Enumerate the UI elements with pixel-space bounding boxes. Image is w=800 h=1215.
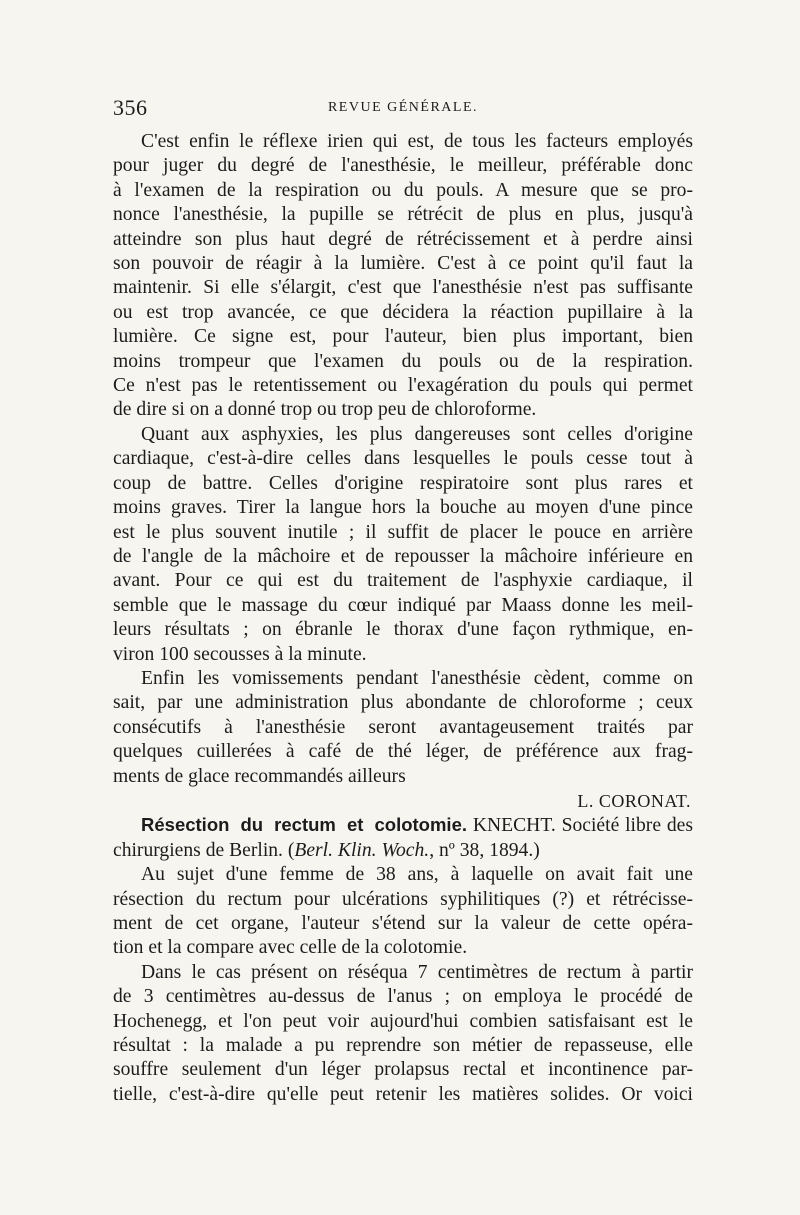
text-line: souffre seulement d'un léger prolapsus rectal et incontinence par- [113,1059,693,1081]
text-line: Hochenegg, et l'on peut voir aujourd'hui combien satisfaisant est le [113,1010,693,1032]
page-number: 356 [113,95,148,120]
text-line: Ce n'est pas le retentissement ou l'exagération du pouls qui permet [113,375,693,397]
article-source-line [113,839,693,863]
text-line: Enfin les vomissements pendant l'anesthésie cèdent, comme on [141,667,693,689]
source-society: chirurgiens de Berlin. ( [113,839,295,861]
text-line: résection du rectum pour ulcérations syphilitiques (?) et rétrécisse- [113,888,693,910]
text-line: son pouvoir de réagir à la lumière. C'est à ce point qu'il faut la [113,253,693,275]
text-line: résultat : la malade a pu reprendre son métier de repasseuse, elle [113,1035,693,1057]
text-line: coup de battre. Celles d'origine respiratoire sont plus rares et [113,472,693,494]
text-line: atteindre son plus haut degré de rétrécissement et à perdre ainsi [113,228,693,250]
text-line: moins graves. Tirer la langue hors la bouche au moyen d'une pince [113,497,693,519]
text-line: viron 100 secousses à la minute. [113,643,367,665]
page-header [113,95,693,123]
author-signature: L. CORONAT. [577,790,691,811]
text-line: de 3 centimètres au-dessus de l'anus ; on employa le procédé de [113,986,693,1008]
text-line: semble que le massage du cœur indiqué par Maass donne les meil- [113,594,693,616]
text-line: Dans le cas présent on réséqua 7 centimètres de rectum à partir [141,961,693,983]
text-line: de l'angle de la mâchoire et de repousser la mâchoire inférieure en [113,545,693,567]
text-line: Au sujet d'une femme de 38 ans, à laquelle on avait fait une [141,864,693,886]
text-line: de dire si on a donné trop ou trop peu de chloroforme. [113,399,537,421]
text-line: ou est trop avancée, ce que décidera la réaction pupillaire à la [113,301,693,323]
text-line: Quant aux asphyxies, les plus dangereuses sont celles d'origine [141,423,693,445]
running-title: REVUE GÉNÉRALE. [327,100,479,115]
text-line: est le plus souvent inutile ; il suffit de placer le pouce en arrière [113,521,693,543]
text-line: sait, par une administration plus abondante de chloroforme ; ceux [113,692,693,714]
text-line: consécutifs à l'anesthésie seront avantageusement traités par [113,716,693,738]
text-line: tielle, c'est-à-dire qu'elle peut retenir les matières solides. Or voici [113,1083,693,1105]
text-line: ment de cet organe, l'auteur s'étend sur la valeur de cette opéra- [113,913,693,934]
article-title: Résection du rectum et colotomie. [141,814,467,836]
text-line: cardiaque, c'est-à-dire celles dans lesquelles le pouls cesse tout à [113,448,693,470]
text-line: pour juger du degré de l'anesthésie, le meilleur, préférable donc [113,155,693,177]
journal-name: Berl. Klin. Woch. [294,839,430,861]
text-line: moins trompeur que l'examen du pouls ou de la respiration. [113,350,693,372]
text-line: tion et la compare avec celle de la colotomie. [113,937,468,959]
source-issue: , nº 38, 1894.) [429,839,540,861]
article-heading-line [113,813,693,838]
text-line: C'est enfin le réflexe irien qui est, de tous les facteurs employés [141,131,693,152]
page-body [113,130,693,1107]
text-line: avant. Pour ce qui est du traitement de l'asphyxie cardiaque, il [113,570,693,592]
article-source: Société libre des [561,815,693,837]
text-line: à l'examen de la respiration ou du pouls. A mesure que se pro- [113,179,693,201]
text-line: maintenir. Si elle s'élargit, c'est que l'anesthésie n'est pas suffisante [113,277,693,299]
text-line: lumière. Ce signe est, pour l'auteur, bien plus important, bien [113,326,693,348]
article-author: KNECHT. [472,815,556,837]
text-line: leurs résultats ; on ébranle le thorax d'une façon rythmique, en- [113,619,693,641]
text-line: nonce l'anesthésie, la pupille se rétrécit de plus en plus, jusqu'à [113,204,693,226]
text-line: quelques cuillerées à café de thé léger, de préférence aux frag- [113,741,693,763]
text-line: ments de glace recommandés ailleurs [113,765,406,787]
